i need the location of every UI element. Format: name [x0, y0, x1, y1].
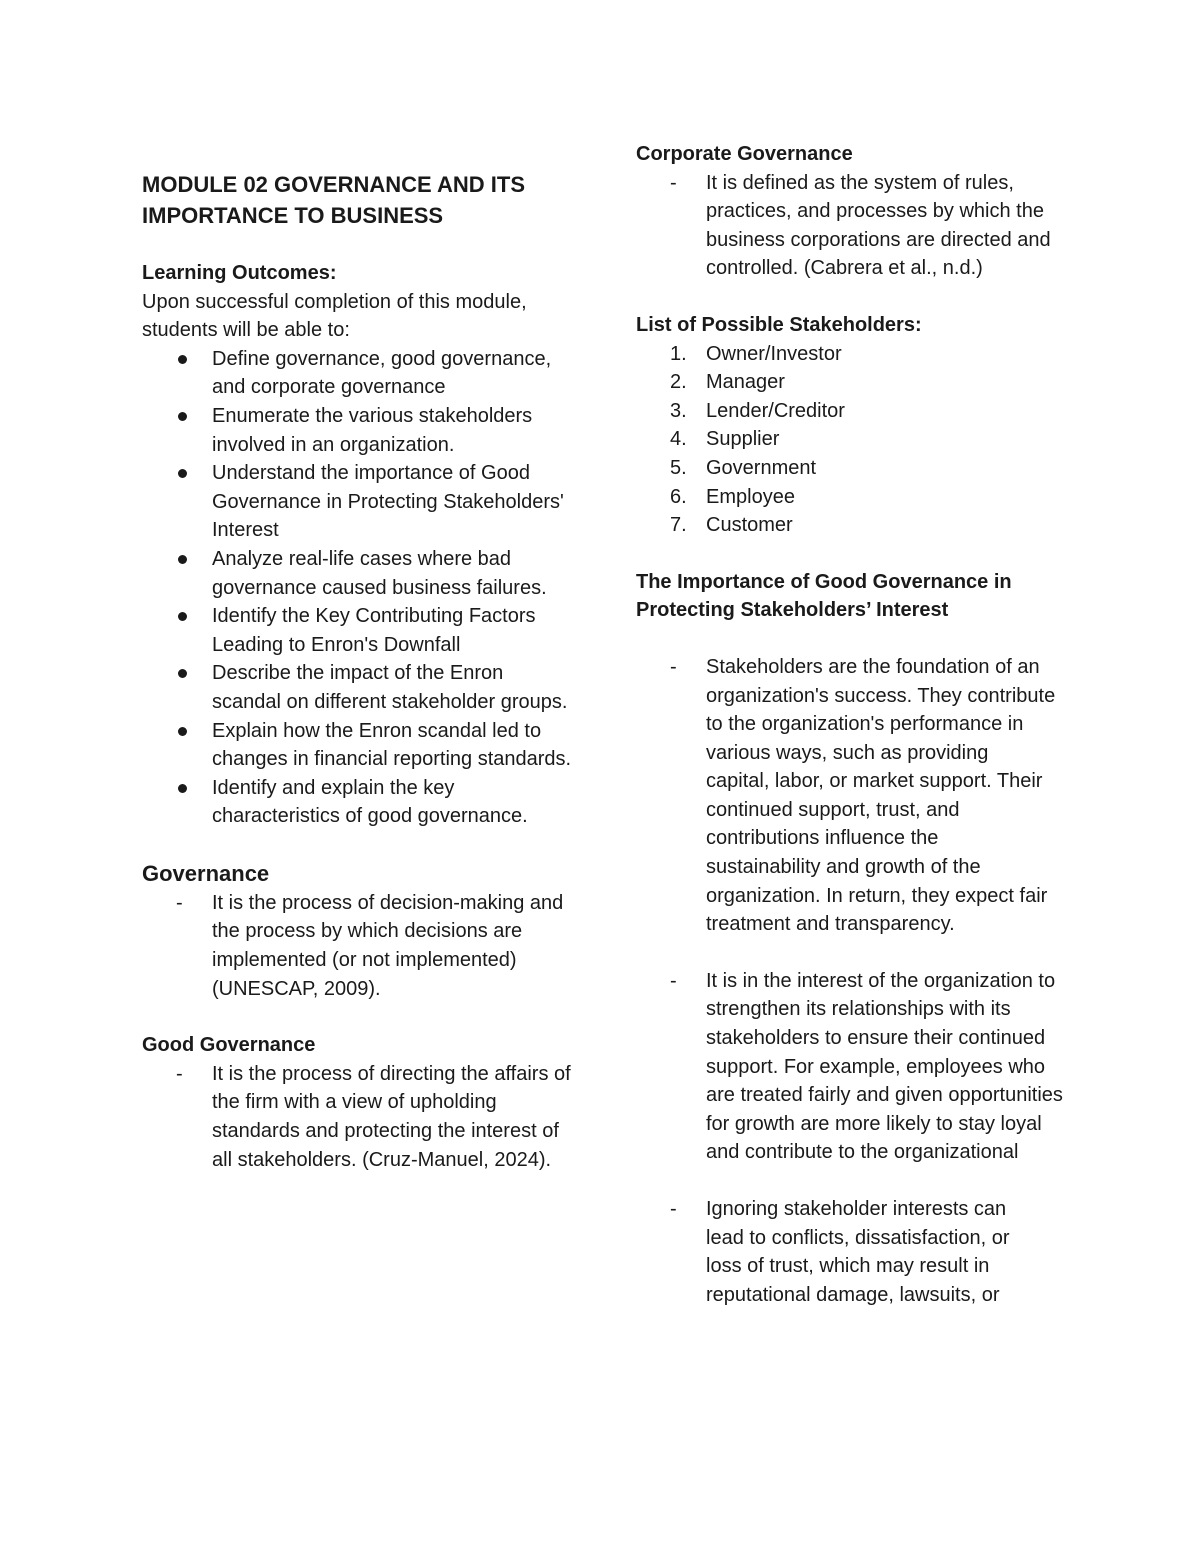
outcome-item: Understand the importance of Good Governance in Protecting Stakeholders' Interest	[142, 459, 572, 545]
module-title-line-1: MODULE 02 GOVERNANCE AND ITS	[142, 172, 526, 197]
definition-item: - It is the process of directing the affairs of the firm with a view of upholding standards and protecting the interest of all stakeholders. (Cruz-Manuel, 2024).	[142, 1060, 572, 1174]
good-governance-heading: Good Governance	[142, 1034, 316, 1057]
governance-heading: Governance	[142, 860, 270, 886]
importance-point: - Ignoring stakeholder interests can lead to conflicts, dissatisfaction, or loss of trust, which may result in reputational damage, lawsuits, or	[636, 1195, 1076, 1309]
importance-points	[636, 967, 1076, 1167]
dash-icon: -	[670, 1198, 677, 1220]
learning-outcomes-intro: Upon successful completion of this module, students will be able to:	[142, 290, 527, 342]
stakeholders-heading: List of Possible Stakeholders:	[636, 313, 922, 336]
bullet-icon	[178, 669, 187, 678]
definition-item: - It is the process of decision-making and the process by which decisions are implemented (or not implemented) (UNESCAP, 2009).	[142, 889, 572, 1003]
corporate-governance-heading: Corporate Governance	[636, 143, 853, 165]
outcome-item: Define governance, good governance, and corporate governance	[142, 345, 572, 402]
right-column	[636, 0, 1076, 1309]
outcome-item: Enumerate the various stakeholders involved in an organization.	[142, 402, 572, 459]
stakeholder-item: 7. Customer	[670, 514, 793, 537]
corporate-governance-definition	[636, 169, 1076, 283]
importance-point: - Stakeholders are the foundation of an organization's success. They contribute to the organization's performance in various ways, such as providing capital, labor, or market support. Their continued support, trust, and contributions influence the sustainability and growth of the organization. In return, they expect fair treatment and transparency.	[636, 653, 1076, 939]
importance-heading-line-2: Protecting Stakeholders’ Interest	[636, 599, 949, 622]
module-title	[142, 170, 572, 231]
dash-icon: -	[176, 891, 183, 914]
stakeholder-item: 3. Lender/Creditor	[670, 399, 845, 422]
bullet-icon	[178, 727, 187, 736]
outcome-item: Explain how the Enron scandal led to changes in financial reporting standards.	[142, 717, 572, 774]
importance-point: - It is in the interest of the organization to strengthen its relationships with its stakeholders to ensure their continued support. For example, employees who are treated fairly and given opportunities for growth are more likely to stay loyal and contribute to the organizational	[636, 967, 1076, 1167]
dash-icon: -	[176, 1062, 183, 1085]
stakeholders-list	[636, 340, 1076, 540]
definition-item: - It is defined as the system of rules, practices, and processes by which the business corporations are directed and controlled. (Cabrera et al., n.d.)	[636, 169, 1076, 283]
stakeholder-item: 5. Government	[670, 456, 817, 479]
bullet-icon	[178, 784, 187, 793]
left-column	[142, 0, 572, 1174]
dash-icon: -	[670, 171, 677, 194]
bullet-icon	[178, 355, 187, 364]
learning-outcomes-heading: Learning Outcomes:	[142, 262, 337, 284]
stakeholder-item: 2. Manager	[670, 371, 785, 394]
outcome-item: Describe the impact of the Enron scandal on different stakeholder groups.	[142, 659, 572, 716]
bullet-icon	[178, 612, 187, 621]
governance-definition	[142, 889, 572, 1003]
dash-icon: -	[670, 969, 677, 992]
stakeholder-item: 6. Employee	[670, 485, 795, 508]
outcome-item: Analyze real-life cases where bad governance caused business failures.	[142, 545, 572, 602]
outcome-item: Identify and explain the key characteristics of good governance.	[142, 774, 572, 831]
importance-points	[636, 1195, 1076, 1309]
module-title-line-2: IMPORTANCE TO BUSINESS	[142, 202, 444, 228]
importance-points	[636, 653, 1076, 939]
stakeholder-item: 4. Supplier	[670, 428, 780, 451]
good-governance-definition	[142, 1060, 572, 1174]
bullet-icon	[178, 412, 187, 421]
importance-heading	[636, 568, 1076, 625]
importance-heading-line-1: The Importance of Good Governance in	[636, 570, 1012, 593]
dash-icon: -	[670, 655, 677, 678]
outcome-item: Identify the Key Contributing Factors Leading to Enron's Downfall	[142, 602, 572, 659]
learning-outcomes-list	[142, 345, 572, 831]
bullet-icon	[178, 555, 187, 564]
bullet-icon	[178, 469, 187, 478]
stakeholder-item: 1. Owner/Investor	[670, 342, 842, 365]
